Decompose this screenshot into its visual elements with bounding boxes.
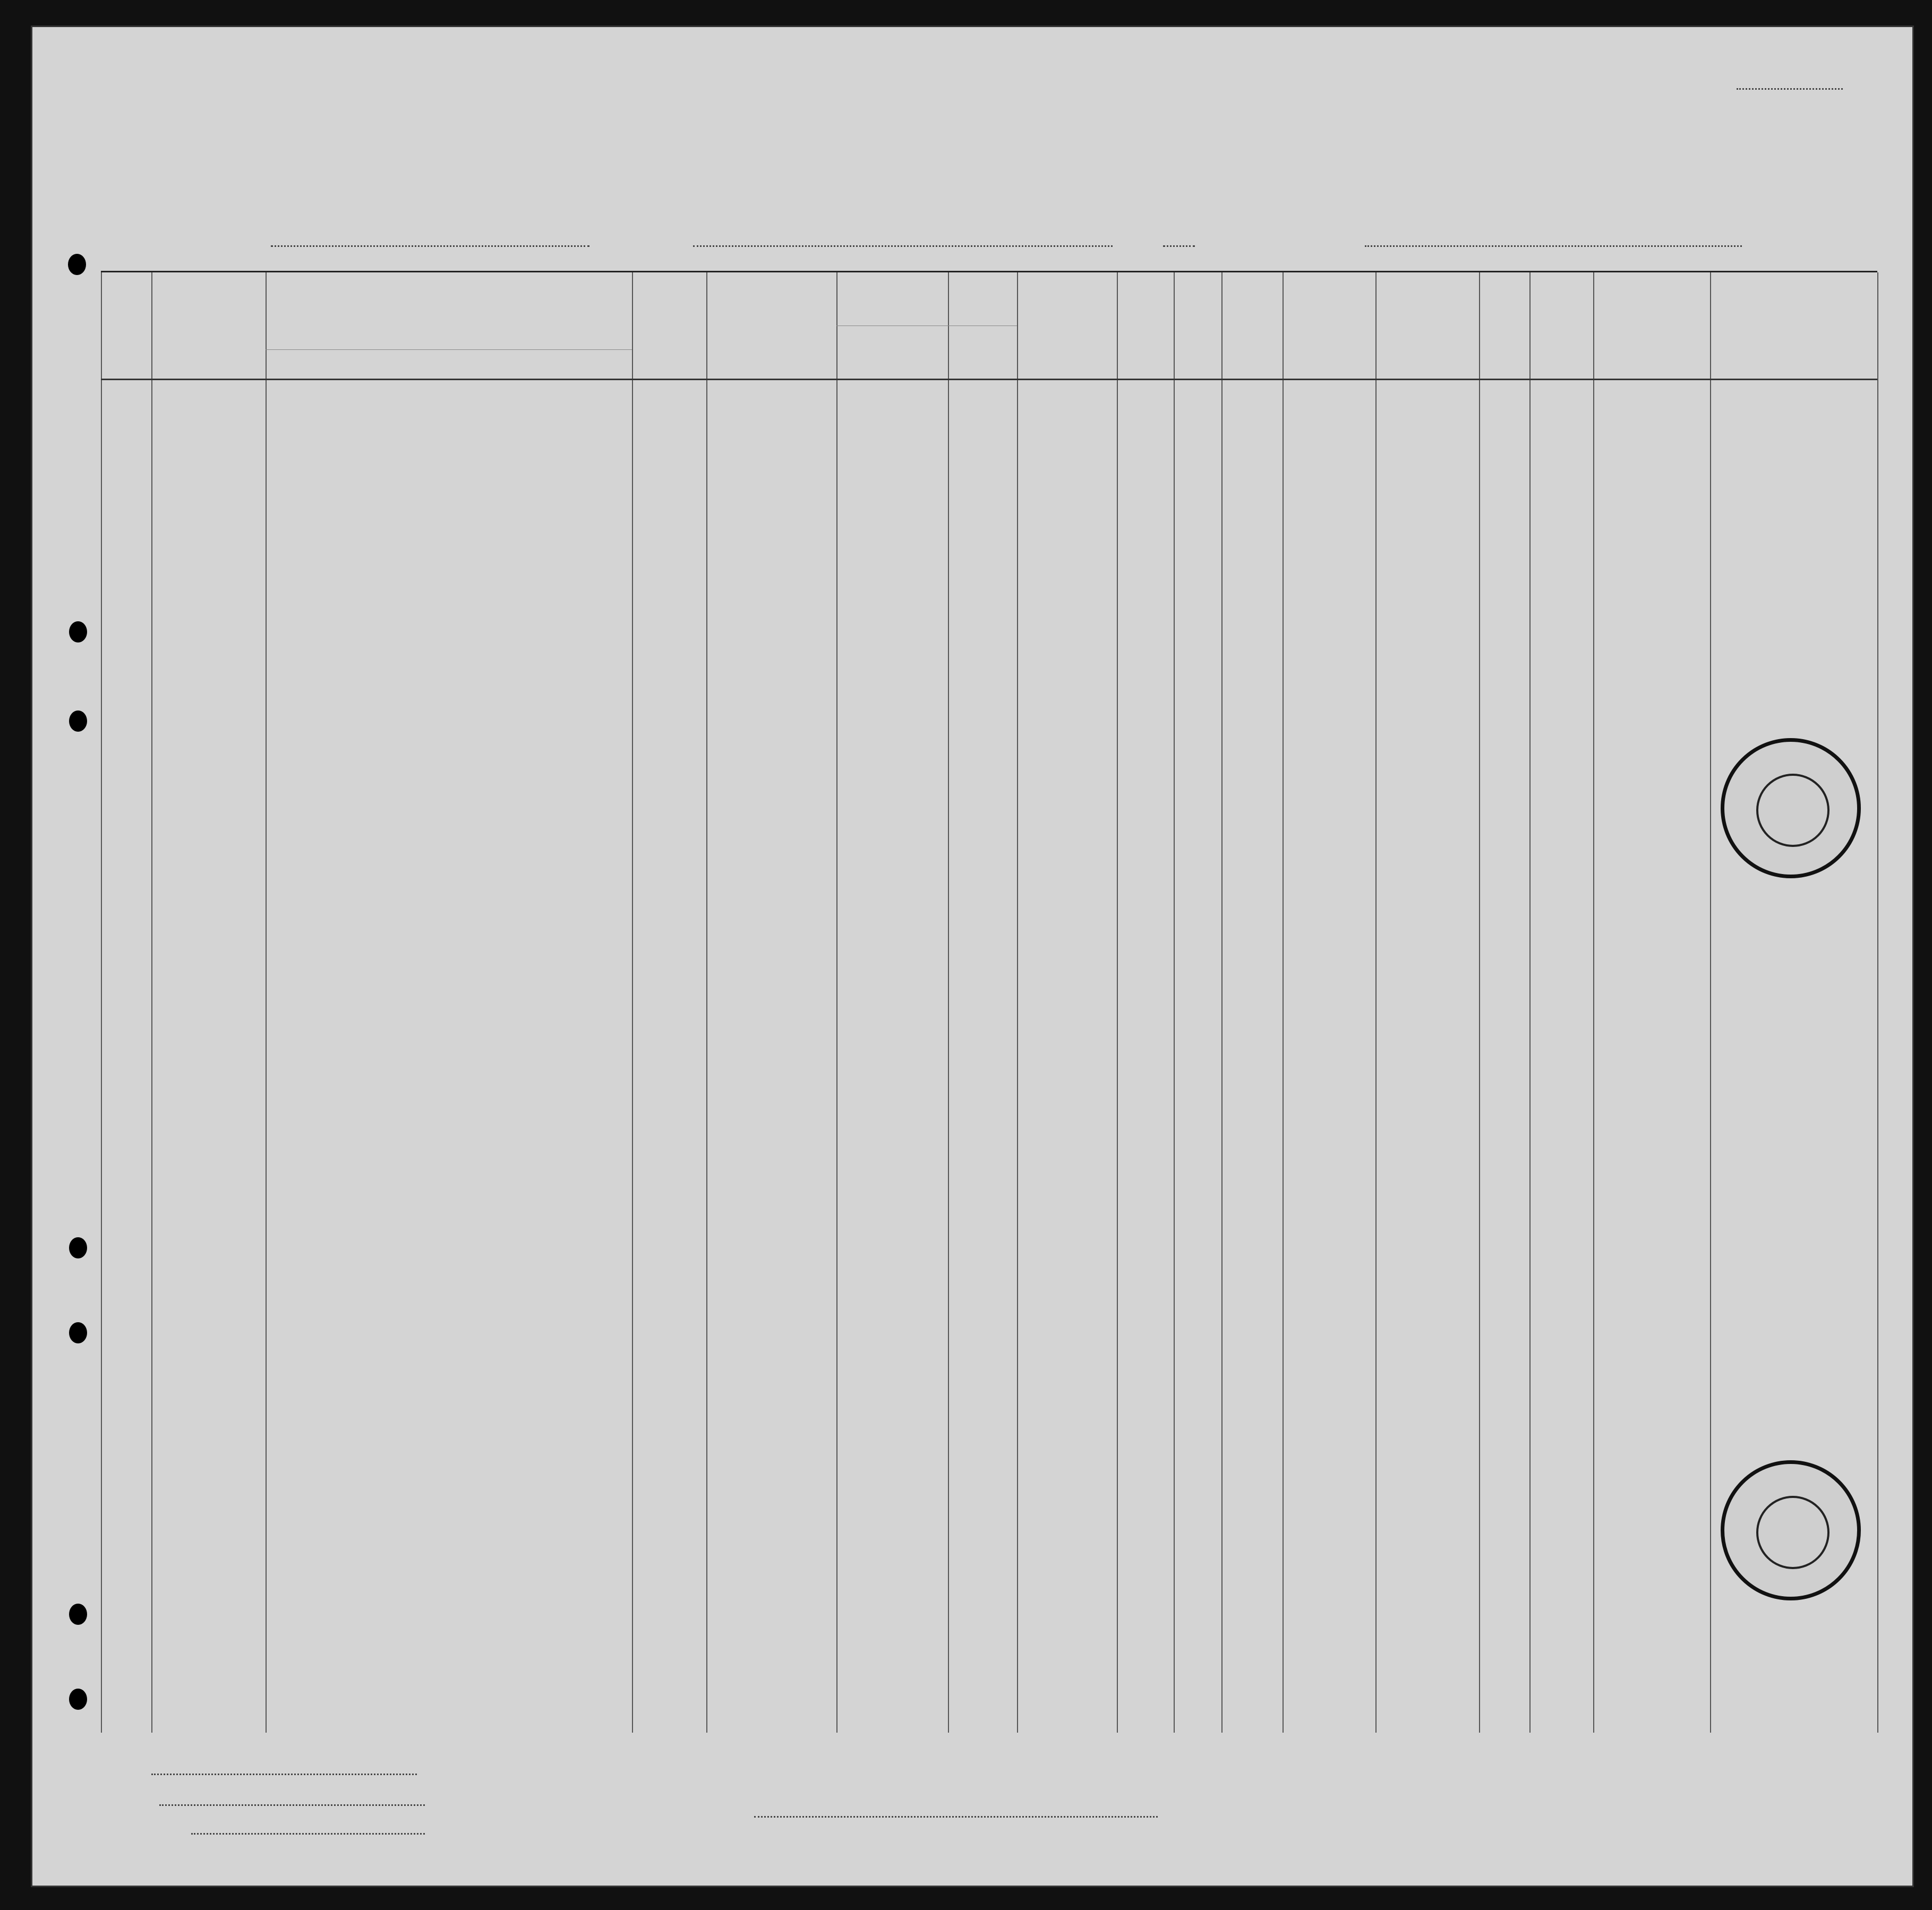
- eagle-icon: [1756, 774, 1830, 847]
- consulate-seal: [1721, 738, 1861, 878]
- punch-hole: [69, 1322, 87, 1343]
- table-column-rule: [101, 272, 102, 1733]
- table-column-rule: [632, 272, 633, 1733]
- table-column-rule: [836, 272, 837, 1733]
- table-column-rule: [1593, 272, 1594, 1733]
- table-row-rule: [266, 349, 632, 350]
- crew-table: [101, 271, 1877, 1733]
- inspector-line: [754, 1816, 1158, 1818]
- vessel-row: [212, 220, 1753, 252]
- punch-hole: [69, 621, 87, 643]
- table-column-rule: [948, 272, 949, 1733]
- punch-hole: [69, 710, 87, 732]
- table-column-rule: [1710, 272, 1711, 1733]
- table-column-rule: [1479, 272, 1480, 1733]
- punch-hole: [69, 1689, 87, 1710]
- table-column-rule: [266, 272, 267, 1733]
- local-agents-field: [191, 1833, 425, 1835]
- table-column-rule: [1529, 272, 1531, 1733]
- consulate-seal: [1721, 1460, 1861, 1600]
- port-line: [693, 245, 1113, 247]
- table-column-rule: [1174, 272, 1175, 1733]
- table-row-rule: [101, 379, 1877, 380]
- table-column-rule: [151, 272, 152, 1733]
- table-column-rule: [1017, 272, 1018, 1733]
- punch-hole: [69, 1604, 87, 1625]
- year-line: [1163, 245, 1195, 247]
- table-column-rule: [706, 272, 707, 1733]
- table-column-rule: [1117, 272, 1118, 1733]
- table-column-rule: [1283, 272, 1284, 1733]
- table-column-rule: [1221, 272, 1223, 1733]
- from-port-line: [1365, 245, 1742, 247]
- vessel-line: [271, 245, 589, 247]
- eagle-icon: [1756, 1496, 1830, 1569]
- owners-field: [159, 1804, 425, 1806]
- line-field: [151, 1774, 417, 1775]
- table-column-rule: [1877, 272, 1878, 1733]
- punch-hole: [69, 1237, 87, 1258]
- punch-hole: [68, 254, 86, 275]
- sheet-number-line: [1737, 88, 1843, 90]
- table-column-rule: [1375, 272, 1377, 1733]
